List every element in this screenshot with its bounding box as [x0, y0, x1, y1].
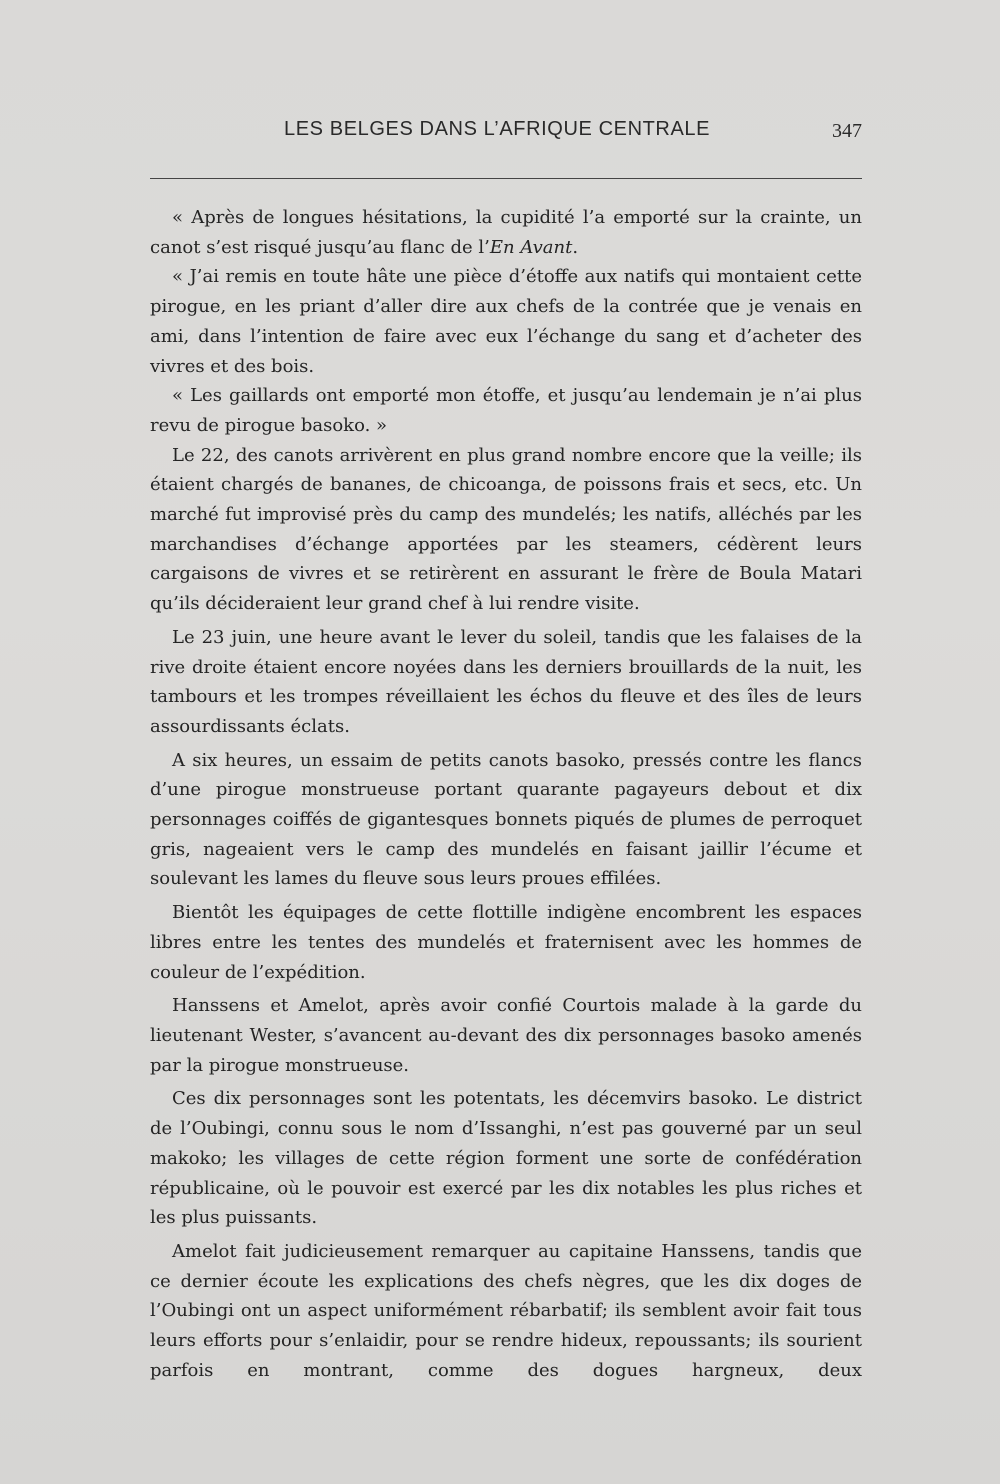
paragraph-1-text: « Après de longues hésitations, la cupidité l’a emporté sur la crainte, un canot s’est risqué jusqu’au flanc de l’ [150, 207, 862, 258]
running-title: LES BELGES DANS L’AFRIQUE CENTRALE [284, 118, 711, 140]
paragraph-5: Le 23 juin, une heure avant le lever du soleil, tandis que les falaises de la rive droite étaient encore noyées dans les derniers brouillards de la nuit, les tambours et les trompes réveillaient les échos du fleuve et des îles de leurs assourdissants éclats. [150, 626, 862, 737]
paragraph-8: Hanssens et Amelot, après avoir confié Courtois malade à la garde du lieutenant Wester, s’avancent au-devant des dix personnages basoko amenés par la pirogue monstrueuse. [150, 995, 862, 1076]
body-text [150, 203, 862, 1385]
paragraph-6: A six heures, un essaim de petits canots basoko, pressés contre les flancs d’une pirogue monstrueuse portant quarante pagayeurs debout et dix personnages coiffés de gigantesques bonnets piqués de plumes de perroquet gris, nageaient vers le camp des mundelés en faisant jaillir l’écume et soulevant les lames du fleuve sous leurs proues effilées. [150, 749, 862, 890]
paragraph-7: Bientôt les équipages de cette flottille indigène encombrent les espaces libres entre les tentes des mundelés et fraternisent avec les hommes de couleur de l’expédition. [150, 902, 862, 983]
paragraph-9: Ces dix personnages sont les potentats, les décemvirs basoko. Le district de l’Oubingi, connu sous le nom d’Issanghi, n’est pas gouverné par un seul makoko; les villages de cette région forment une sorte de confédération républicaine, où le pouvoir est exercé par les dix notables les plus riches et les plus puissants. [150, 1088, 862, 1229]
header-rule [150, 178, 862, 179]
page-number: 347 [832, 120, 862, 142]
ship-name-italic: En Avant [489, 236, 573, 258]
page-header [150, 118, 862, 150]
paragraph-10: Amelot fait judicieusement remarquer au capitaine Hanssens, tandis que ce dernier écoute les explications des chefs nègres, que les dix doges de l’Oubingi ont un aspect uniformément rébarbatif; ils semblent avoir fait tous leurs efforts pour s’enlaidir, pour se rendre hideux, repoussants; ils sourient parfois en montrant, comme des dogues hargneux, deux [150, 1240, 862, 1381]
paragraph-1-end: . [572, 236, 579, 258]
paragraph-1 [150, 203, 862, 262]
paragraph-4: Le 22, des canots arrivèrent en plus grand nombre encore que la veille; ils étaient chargés de bananes, de chicoanga, de poissons frais et secs, etc. Un marché fut improvisé près du camp des mundelés; les natifs, alléchés par les marchandises d’échange apportées par les steamers, cédèrent leurs cargaisons de vivres et se retirèrent en assurant le frère de Boula Matari qu’ils décideraient leur grand chef à lui rendre visite. [150, 444, 862, 615]
paragraph-3: « Les gaillards ont emporté mon étoffe, et jusqu’au lendemain je n’ai plus revu de pirogue basoko. » [150, 385, 862, 436]
paragraph-2: « J’ai remis en toute hâte une pièce d’étoffe aux natifs qui montaient cette pirogue, en les priant d’aller dire aux chefs de la contrée que je venais en ami, dans l’intention de faire avec eux l’échange du sang et d’acheter des vivres et des bois. [150, 266, 862, 377]
